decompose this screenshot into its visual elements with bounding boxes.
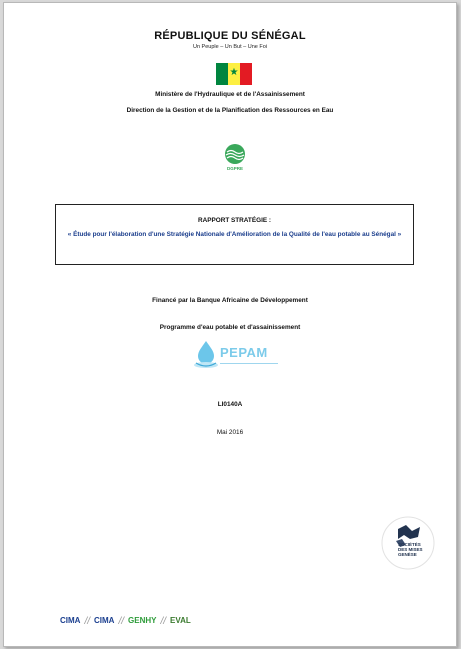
partner-separator: //: [84, 615, 91, 627]
senegal-flag-icon: ★: [216, 63, 252, 85]
pepam-logo-label: PEPAM: [220, 345, 268, 360]
partner-logos: [60, 608, 260, 634]
pepam-logo-icon: [192, 339, 284, 373]
dgpre-logo-icon: [222, 143, 248, 173]
genhy-logo: GENHY: [128, 616, 157, 625]
seal-line-2: DES MISES: [398, 547, 423, 552]
direction-name: Direction de la Gestion et de la Planification des Ressources en Eau: [126, 107, 334, 114]
report-subtitle: « Étude pour l'élaboration d'une Stratégie Nationale d'Amélioration de la Qualité de l'eau potable au Sénégal »: [67, 231, 402, 238]
report-title: RAPPORT STRATÉGIE :: [197, 217, 272, 224]
dgpre-logo-label: DGPRE: [226, 166, 243, 171]
partner-separator: //: [118, 615, 125, 627]
partner-separator: //: [160, 615, 167, 627]
country-title: RÉPUBLIQUE DU SÉNÉGAL: [154, 30, 306, 42]
societes-des-mises-seal-icon: [376, 515, 440, 571]
seal-line-3: GENÈSE: [398, 552, 417, 557]
cima-international-logo: CIMA: [60, 616, 81, 625]
report-title-box: [55, 204, 414, 265]
ministry-name: Ministère de l'Hydraulique et de l'Assainissement: [155, 91, 305, 98]
national-motto: Un Peuple – Un But – Une Foi: [193, 44, 267, 50]
cima-logo: CIMA: [94, 616, 115, 625]
document-page: [3, 2, 457, 647]
funding-statement: Financé par la Banque Africaine de Développement: [152, 297, 308, 304]
seal-line-1: SOCIÉTÉS: [398, 542, 421, 547]
program-name: Programme d'eau potable et d'assainissement: [159, 324, 301, 331]
document-code: LI0140A: [217, 401, 243, 408]
eval-logo: EVAL: [170, 616, 191, 625]
document-date: Mai 2016: [216, 429, 244, 436]
